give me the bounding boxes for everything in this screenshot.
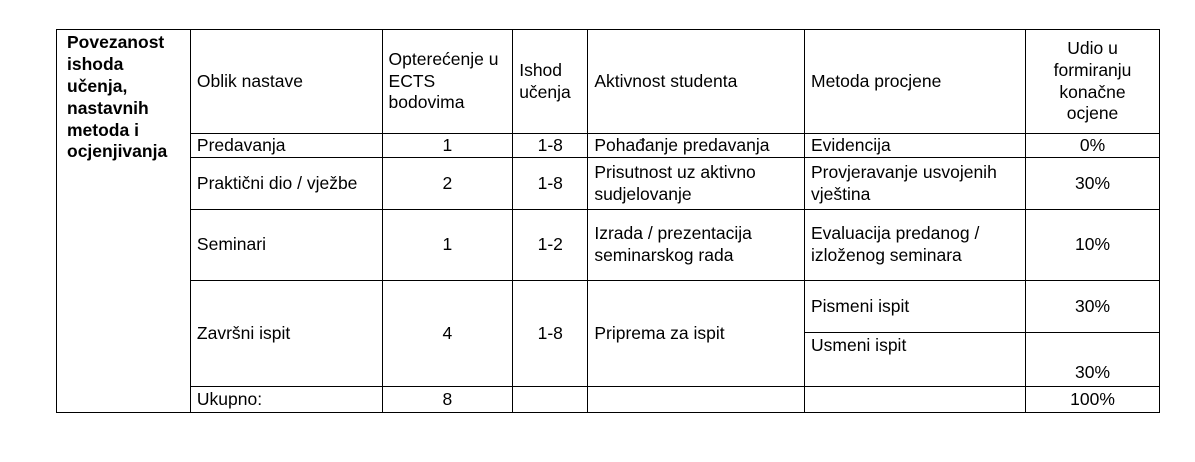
cell-oblik: Praktični dio / vježbe: [190, 158, 382, 210]
table-row: [57, 134, 1160, 158]
header-metoda-procjene: Metoda procjene: [805, 30, 1026, 134]
assessment-table: [56, 29, 1160, 413]
cell-ects: 1: [382, 210, 513, 281]
header-aktivnost-studenta: Aktivnost studenta: [588, 30, 805, 134]
cell-ishod: 1-8: [513, 281, 588, 387]
cell-ects-total: 8: [382, 387, 513, 413]
cell-aktivnost: Izrada / prezentacija seminarskog rada: [588, 210, 805, 281]
cell-oblik: Završni ispit: [190, 281, 382, 387]
cell-ects: 4: [382, 281, 513, 387]
cell-udio: 0%: [1026, 134, 1160, 158]
cell-metoda: Evidencija: [805, 134, 1026, 158]
cell-udio: 10%: [1026, 210, 1160, 281]
cell-ects: 1: [382, 134, 513, 158]
cell-ishod: 1-8: [513, 134, 588, 158]
cell-aktivnost: Pohađanje predavanja: [588, 134, 805, 158]
cell-udio-usmeni: 30%: [1026, 333, 1160, 387]
cell-metoda: Provjeravanje usvojenih vještina: [805, 158, 1026, 210]
row-header-cell: Povezanost ishoda učenja, nastavnih metoda i ocjenjivanja: [57, 30, 191, 413]
cell-empty: [805, 387, 1026, 413]
cell-udio-pismeni: 30%: [1026, 281, 1160, 333]
cell-oblik: Ukupno:: [190, 387, 382, 413]
table-row-total: [57, 387, 1160, 413]
cell-empty: [513, 387, 588, 413]
cell-metoda: Evaluacija predanog / izloženog seminara: [805, 210, 1026, 281]
cell-udio-total: 100%: [1026, 387, 1160, 413]
cell-ishod: 1-2: [513, 210, 588, 281]
cell-udio: 30%: [1026, 158, 1160, 210]
header-udio: Udio u formiranju konačne ocjene: [1026, 30, 1160, 134]
table-row: [57, 158, 1160, 210]
cell-aktivnost: Priprema za ispit: [588, 281, 805, 387]
cell-empty: [588, 387, 805, 413]
table-row: [57, 281, 1160, 333]
cell-metoda-usmeni: Usmeni ispit: [805, 333, 1026, 387]
header-oblik-nastave: Oblik nastave: [190, 30, 382, 134]
cell-oblik: Seminari: [190, 210, 382, 281]
cell-oblik: Predavanja: [190, 134, 382, 158]
table-header-row: [57, 30, 1160, 134]
cell-aktivnost: Prisutnost uz aktivno sudjelovanje: [588, 158, 805, 210]
header-opterecenje: Opterećenje u ECTS bodovima: [382, 30, 513, 134]
cell-ishod: 1-8: [513, 158, 588, 210]
cell-metoda-pismeni: Pismeni ispit: [805, 281, 1026, 333]
cell-ects: 2: [382, 158, 513, 210]
header-ishod-ucenja: Ishod učenja: [513, 30, 588, 134]
table-row: [57, 210, 1160, 281]
